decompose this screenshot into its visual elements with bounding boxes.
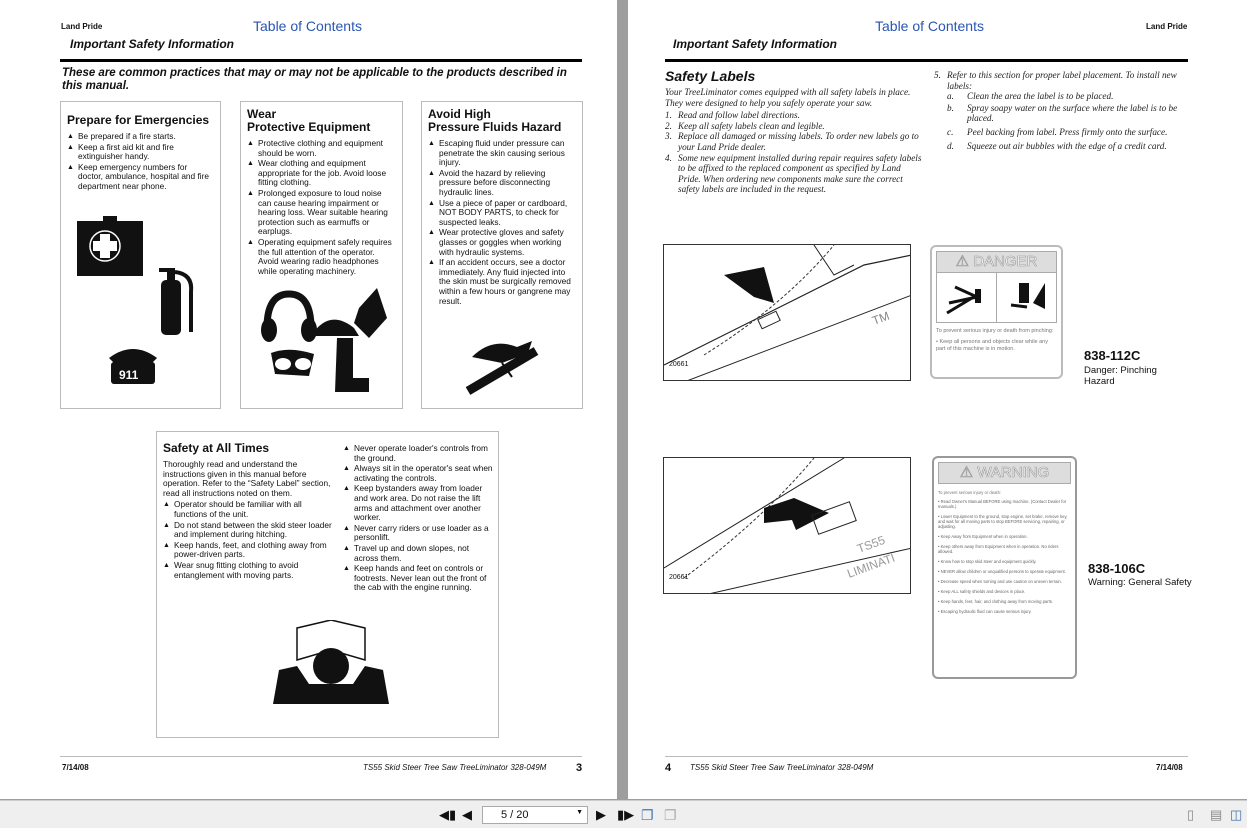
brand-name: Land Pride (61, 22, 103, 31)
label-header-text: DANGER (973, 253, 1038, 270)
single-page-view-icon[interactable]: ▯ (1187, 807, 1195, 822)
warning-bullet: • Keep Away from Equipment when in operation. (938, 534, 1028, 539)
machine-drawing (664, 245, 911, 381)
list-item: ▲ Operating equipment safely requires the full attention of the operator. Avoid wearing radio headphones while operating machinery. (247, 238, 396, 276)
protective-equipment-box (240, 101, 403, 409)
list-item: ▲ Keep emergency numbers for doctor, ambulance, hospital and fire department near phone. (67, 163, 214, 192)
list-item: ▲ Wear snug fitting clothing to avoid entanglement with moving parts. (163, 561, 333, 580)
table-of-contents-link[interactable]: Table of Contents (875, 18, 984, 34)
box-title (428, 108, 576, 134)
page-number: 3 (576, 762, 583, 774)
pressure-fluids-box (421, 101, 583, 409)
header-rule (60, 59, 582, 62)
list-item: ▲ Use a piece of paper or cardboard, NOT BODY PARTS, to check for suspected leaks. (428, 199, 576, 228)
page-indicator: 5 / 20 (501, 809, 529, 821)
next-page-button[interactable]: ▶ (596, 807, 606, 822)
substep-letter: c. (947, 126, 954, 137)
warning-bullet: • Keep hands, feet, hair, and clothing away from moving parts. (938, 599, 1054, 604)
figure-number: 20661 (669, 361, 689, 368)
warning-label-header: ⚠ WARNING (938, 462, 1071, 484)
figure-number: 20661 (669, 574, 689, 581)
warning-bullet: • Escaping hydraulic fluid can cause serious injury. (938, 609, 1032, 614)
intro-text: These are common practices that may or may not be applicable to the products described in this manual. (62, 67, 567, 92)
list-item: ▲ Always sit in the operator's seat when activating the controls. (343, 464, 493, 483)
fit-width-icon[interactable]: ❐ (664, 807, 677, 823)
footer-rule (60, 756, 582, 757)
svg-text:TM: TM (870, 308, 892, 328)
step-item (665, 110, 925, 121)
substep-text: Squeeze out air bubbles with the edge of a credit card. (967, 140, 1167, 151)
safety-labels-intro: Your TreeLiminator comes equipped with all safety labels in place. They were designed to help you safely operate your saw. (665, 87, 911, 108)
safety-at-all-times-box (156, 431, 499, 738)
brand-name: Land Pride (1146, 22, 1188, 31)
label-placement-diagram (663, 244, 911, 381)
substep-letter: a. (947, 91, 954, 102)
box-title: Safety at All Times (163, 441, 270, 455)
substep-letter: d. (947, 140, 954, 151)
box-title (247, 108, 396, 134)
list-item: ▲ Travel up and down slopes, not across them. (343, 544, 493, 563)
list-item: ▲ Never operate loader's controls from the ground. (343, 444, 493, 463)
warning-bullet: • Keep others away from Equipment when in operation. No riders allowed. (938, 544, 1059, 554)
step-number: 2. (665, 120, 672, 131)
box-title-line1: Wear (247, 107, 277, 121)
footer-rule (665, 756, 1188, 757)
substep-text: Clean the area the label is to be placed. (967, 91, 1114, 102)
step-item (665, 121, 925, 132)
warning-bullet: • Decrease speed when turning and use caution on uneven terrain. (938, 579, 1062, 584)
footer-title: TS55 Skid Steer Tree Saw TreeLiminator 328-049M (690, 763, 874, 772)
section-title: Important Safety Information (70, 37, 235, 51)
substep-item (947, 127, 1190, 138)
label-text: To prevent serious injury or death from pinching: (936, 328, 1054, 334)
step-text: Keep all safety labels clean and legible. (678, 120, 825, 131)
part-number: 838-112C (1084, 348, 1141, 363)
section-title: Important Safety Information (673, 37, 838, 51)
list-item: ▲ Be prepared if a fire starts. (67, 132, 214, 142)
footer-date: 7/14/08 (1156, 763, 1183, 772)
svg-text:TS55: TS55 (855, 532, 887, 556)
warning-bullet: • Read Owner's Manual BEFORE using machine. (Contact Dealer for manuals.) (938, 499, 1067, 509)
fit-page-icon[interactable]: ❐ (641, 807, 654, 823)
safety-labels-heading: Safety Labels (665, 68, 756, 84)
part-description: Warning: General Safety (1088, 577, 1192, 588)
chevron-down-icon[interactable]: ▼ (576, 809, 583, 816)
danger-label-header: ⚠ DANGER (936, 251, 1057, 273)
continuous-view-icon[interactable]: ▤ (1210, 807, 1223, 822)
list-item: ▲ Escaping fluid under pressure can penetrate the skin causing serious injury. (428, 139, 576, 168)
label-text: • Keep all persons and objects clear while any part of this machine is in motion. (936, 339, 1048, 352)
step-number: 3. (665, 131, 672, 142)
substep-text: Spray soapy water on the surface where the label is to be placed. (967, 102, 1178, 124)
reading-manual-icon (269, 620, 395, 710)
step-item (934, 70, 1190, 91)
step-text: Replace all damaged or missing labels. To order new labels go to your Land Pride dealer. (678, 131, 919, 152)
left-page (0, 0, 617, 799)
steps-list (665, 110, 925, 195)
step-item (665, 131, 925, 152)
step-number: 5. (934, 70, 941, 80)
list-item: ▲ Keep hands and feet on controls or footrests. Never lean out the front of the cab with the engine running. (343, 564, 493, 593)
list-item: ▲ Keep bystanders away from loader and work area. Do not raise the lift arms and attachment over another worker. (343, 484, 493, 522)
label-header-text: WARNING (977, 464, 1050, 481)
pinch-hazard-pictograms (936, 273, 1057, 323)
two-page-view-icon[interactable]: ◫ (1230, 807, 1243, 822)
warning-bullet: • Know how to stop skid steer and equipment quickly. (938, 559, 1037, 564)
list-item: ▲ If an accident occurs, see a doctor immediately. Any fluid injected into the skin must be surgically removed within a few hours or gangrene may result. (428, 258, 576, 306)
previous-page-button[interactable]: ◀ (462, 807, 472, 822)
box-intro: Thoroughly read and understand the instructions given in this manual before operation. Refer to the “Safety Label” section, read all instructions noted on them. (163, 459, 331, 498)
pinch-hazard-icon (937, 273, 996, 323)
list-item: ▲ Keep a first aid kit and fire extinguisher handy. (67, 143, 214, 162)
first-aid-kit-icon (75, 216, 145, 278)
list-item: ▲ Never carry riders or use loader as a personlift. (343, 524, 493, 543)
part-number: 838-106C (1088, 561, 1146, 576)
list-item: ▲ Avoid the hazard by relieving pressure before disconnecting hydraulic lines. (428, 169, 576, 198)
prepare-emergencies-box (60, 101, 221, 409)
svg-text:LIMINATI: LIMINATI (845, 550, 897, 581)
hydraulic-leak-hand-icon (462, 327, 542, 397)
part-description: Danger: Pinching Hazard (1084, 365, 1157, 387)
label-placement-diagram (663, 457, 911, 594)
list-item: ▲ Prolonged exposure to loud noise can cause hearing impairment or hearing loss. Wear suitable hearing protection such as earmuffs or earplugs. (247, 189, 396, 237)
list-item: ▲ Protective clothing and equipment should be worn. (247, 139, 396, 158)
substep-text: Peel backing from label. Press firmly onto the surface. (967, 126, 1168, 137)
step-text: Read and follow label directions. (678, 110, 800, 121)
machine-drawing (664, 458, 911, 594)
step-item (665, 153, 925, 195)
warning-bullets (938, 499, 1071, 614)
list-item: ▲ Keep hands, feet, and clothing away from power-driven parts. (163, 541, 333, 560)
substep-letter: b. (947, 102, 954, 113)
box-title-line1: Avoid High (428, 107, 491, 121)
list-item: ▲ Operator should be familiar with all functions of the unit. (163, 500, 333, 519)
list-item: ▲ Wear clothing and equipment appropriate for the job. Avoid loose fitting clothing. (247, 159, 396, 188)
box-title: Prepare for Emergencies (67, 113, 210, 127)
warning-bullet: • NEVER allow children or unqualified persons to operate equipment. (938, 569, 1066, 574)
last-page-button[interactable]: ▮▶ (617, 807, 635, 822)
first-page-button[interactable]: ◀▮ (439, 807, 457, 822)
step-text: Refer to this section for proper label placement. To install new labels: (947, 70, 1177, 91)
viewer-toolbar (0, 800, 1247, 828)
page-selector[interactable] (482, 806, 588, 824)
step-number: 1. (665, 110, 672, 121)
label-text: To prevent serious injury or death: (938, 490, 1002, 495)
warning-label (932, 456, 1077, 679)
footer-date: 7/14/08 (62, 763, 89, 772)
crush-hazard-icon (996, 273, 1056, 323)
table-of-contents-link[interactable]: Table of Contents (253, 18, 362, 34)
page-number: 4 (665, 762, 672, 774)
box-title-line2: Pressure Fluids Hazard (428, 120, 562, 134)
substep-item (947, 141, 1190, 152)
substep-item (947, 103, 1190, 124)
step-text: Some new equipment installed during repair requires safety labels to be affixed to the replaced component as specified by Land Pride. When ordering new components make sure the correct safety labels are included in the request. (678, 152, 922, 195)
right-page (628, 0, 1247, 799)
fire-extinguisher-icon (157, 262, 199, 337)
list-item: ▲ Wear protective gloves and safety glasses or goggles when working with hydraulic systems. (428, 228, 576, 257)
substep-item (947, 91, 1190, 102)
warning-bullet: • Lower Equipment to the ground, stop engine, set brake, remove key, and wait for all moving parts to stop BEFORE servicing, repairing, or adjusting. (938, 514, 1068, 529)
emergency-number: 911 (119, 368, 139, 382)
danger-label (930, 245, 1063, 379)
footer-title: TS55 Skid Steer Tree Saw TreeLiminator 328-049M (363, 763, 547, 772)
step-number: 4. (665, 152, 672, 163)
header-rule (665, 59, 1188, 62)
box-title-line2: Protective Equipment (247, 120, 371, 134)
list-item: ▲ Do not stand between the skid steer loader and implement during hitching. (163, 521, 333, 540)
warning-bullet: • Keep ALL safety shields and devices in place. (938, 589, 1026, 594)
protective-gear-icon (259, 288, 389, 398)
